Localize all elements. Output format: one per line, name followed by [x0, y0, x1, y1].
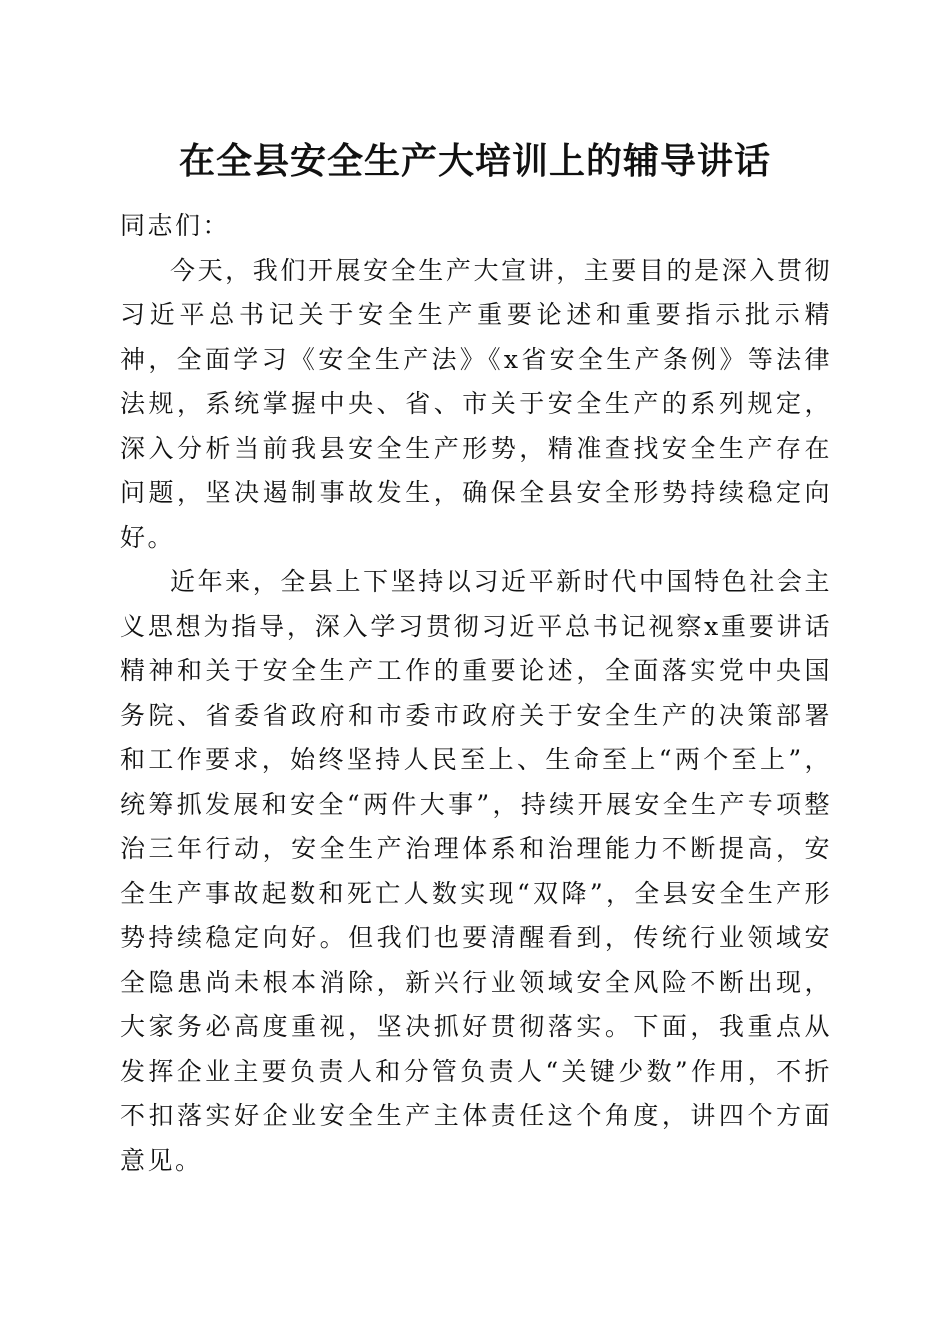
document-title: 在全县安全生产大培训上的辅导讲话 — [178, 140, 771, 182]
salutation: 同志们： — [120, 211, 231, 240]
paragraph-background: 近年来，全县上下坚持以习近平新时代中国特色社会主义思想为指导，深入学习贯彻习近平总书记视察x重要讲话精神和关于安全生产工作的重要论述，全面落实党中央国务院、省委省政府和市委市政府关于安全生产的决策部署和工作要求，始终坚持人民至上、生命至上“两个至上”，统筹抓发展和安全“两件大事”，持续开展安全生产专项整治三年行动，安全生产治理体系和治理能力不断提高，安全生产事故起数和死亡人数实现“双降”，全县安全生产形势持续稳定向好。但我们也要清醒看到，传统行业领域安全隐患尚未根本消除，新兴行业领域安全风险不断出现，大家务必高度重视，坚决抓好贯彻落实。下面，我重点从发挥企业主要负责人和分管负责人“关键少数”作用，不折不扣落实好企业安全生产主体责任这个角度，讲四个方面意见。 — [120, 567, 832, 1175]
paragraph-intro: 今天，我们开展安全生产大宣讲，主要目的是深入贯彻习近平总书记关于安全生产重要论述和重要指示批示精神，全面学习《安全生产法》《x省安全生产条例》等法律法规，系统掌握中央、省、市关于安全生产的系列规定，深入分析当前我县安全生产形势，精准查找安全生产存在问题，坚决遏制事故发生，确保全县安全形势持续稳定向好。 — [120, 255, 832, 552]
document-body — [120, 204, 832, 1183]
